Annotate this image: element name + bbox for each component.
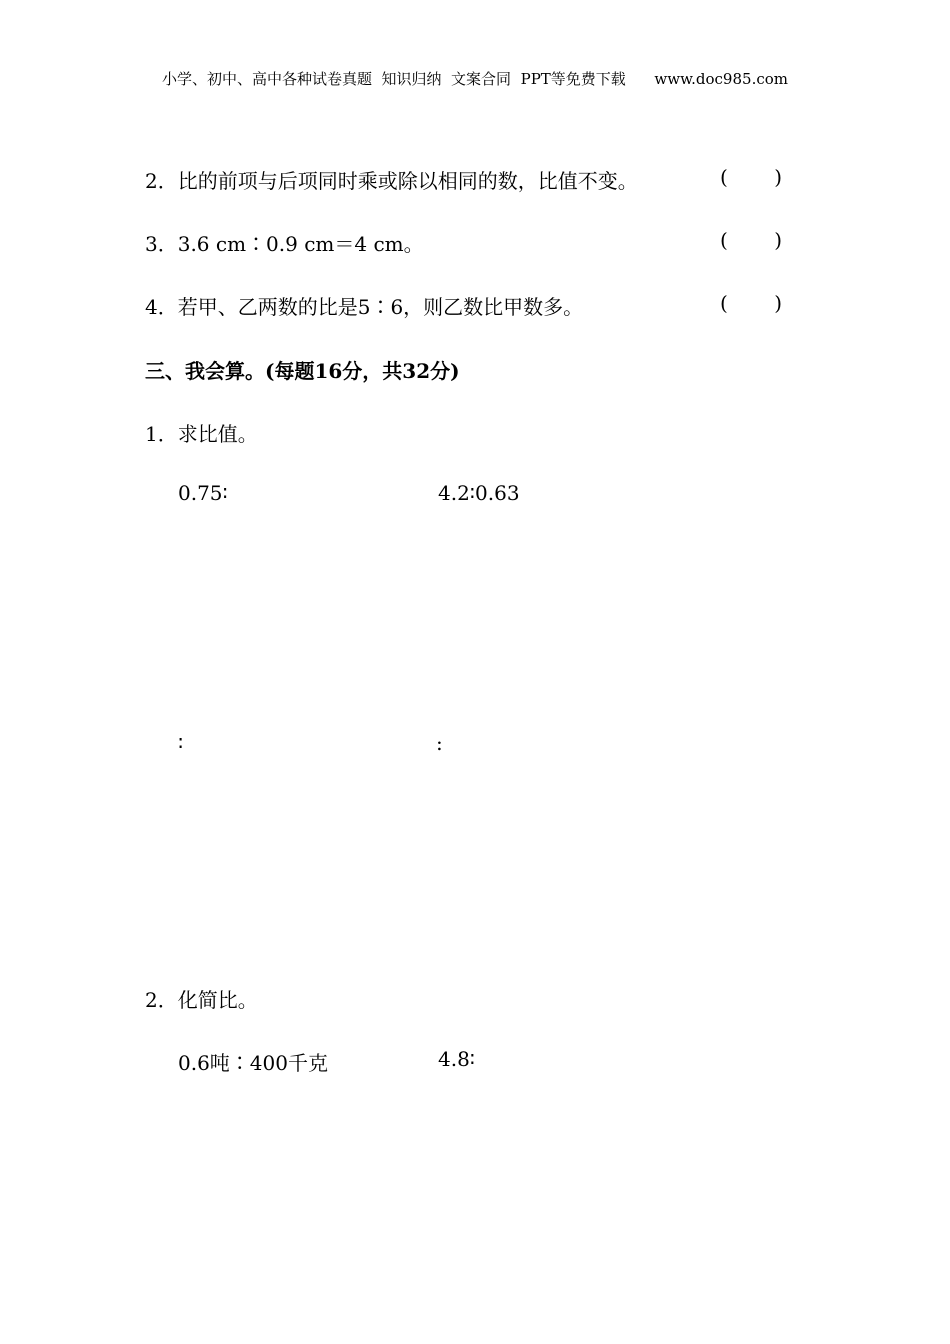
paren-close: ) [774, 165, 782, 189]
question-2-label: 2．化简比。 [145, 988, 258, 1012]
answer-paren-3[interactable] [720, 228, 782, 252]
page-header: 小学、初中、高中各种试卷真题 知识归纳 文案合同 PPT等免费下载 www.doc985.com [161, 70, 788, 88]
paren-open: ( [720, 165, 728, 189]
expression: 4.8∶ [438, 1047, 476, 1071]
expression: 4.2∶0.63 [438, 481, 520, 505]
paren-close: ) [774, 291, 782, 315]
question-1-label: 1．求比值。 [145, 422, 258, 446]
expression: 0.75∶ [178, 481, 228, 505]
expression: ∶ [178, 731, 184, 755]
paren-close: ) [774, 228, 782, 252]
expression: 0.6吨∶400千克 [178, 1051, 328, 1075]
expression: : [436, 731, 443, 755]
judge-item-4: 4．若甲、乙两数的比是5∶6，则乙数比甲数多。 [145, 295, 584, 319]
judge-item-3: 3．3.6 cm∶0.9 cm＝4 cm。 [145, 232, 424, 256]
paren-open: ( [720, 291, 728, 315]
answer-paren-2[interactable] [720, 165, 782, 189]
answer-paren-4[interactable] [720, 291, 782, 315]
section-title: 三、我会算。(每题16分，共32分) [145, 359, 460, 383]
judge-item-2: 2．比的前项与后项同时乘或除以相同的数，比值不变。 [145, 169, 638, 193]
paren-open: ( [720, 228, 728, 252]
